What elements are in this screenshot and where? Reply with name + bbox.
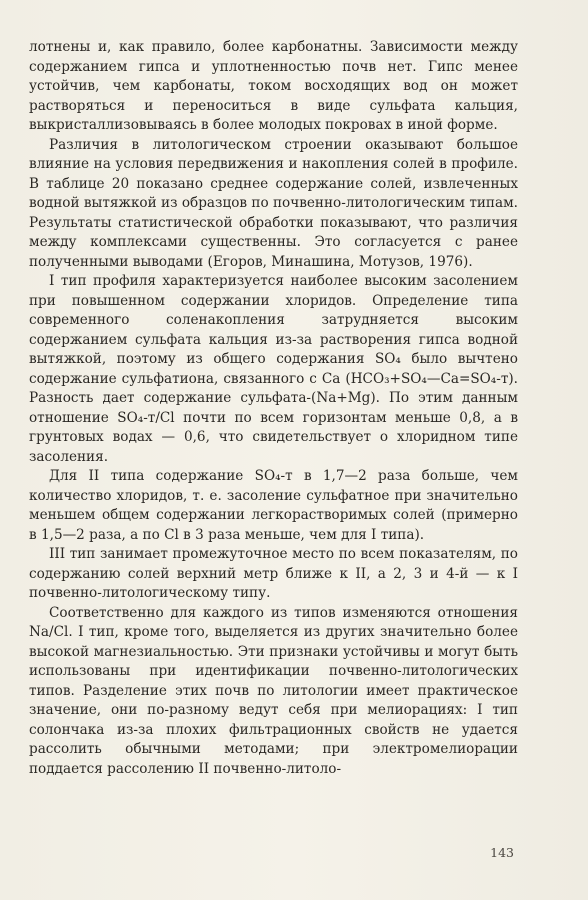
page-number: 143 [490, 845, 514, 860]
paragraph-4: Для II типа содержание SO₄-т в 1,7—2 раза больше, чем количество хлоридов, т. е. засоление сульфатное при значительно меньшем общем содержании легкорастворимых солей (примерно в 1,5—2 раза, а по Cl в 3 раза меньше, чем для I типа). [29, 468, 518, 543]
paragraph-5: III тип занимает промежуточное место по всем показателям, по содержанию солей верхний метр ближе к II, а 2, 3 и 4-й — к I почвенно-литологическому типу. [29, 546, 518, 601]
paragraph-2: Различия в литологическом строении оказывают большое влияние на условия передвижения и накопления солей в профиле. В таблице 20 показано среднее содержание солей, извлеченных водной вытяжкой из образцов по почвенно-литологическим типам. Результаты статистической обработки показывают, что различия между комплексами существенны. Это согласуется с ранее полученными выводами (Егоров, Минашина, Мотузов, 1976). [29, 136, 518, 270]
paragraph-3: I тип профиля характеризуется наиболее высоким засолением при повышенном содержании хлоридов. Определение типа современного соленакопления затрудняется высоким содержанием сульфата кальция из-за растворения гипса водной вытяжкой, поэтому из общего содержания SO₄ было вычтено содержание сульфатиона, связанного с Ca (HCO₃+SO₄—Ca=SO₄-т). Разность дает содержание сульфата-(Na+Mg). По этим данным отношение SO₄-т/Cl почти по всем горизонтам меньше 0,8, а в грунтовых водах — 0,6, что свидетельствует о хлоридном типе засоления. [29, 273, 518, 465]
paragraph-1: лотнены и, как правило, более карбонатны. Зависимости между содержанием гипса и уплотненностью почв нет. Гипс менее устойчив, чем карбонаты, током восходящих вод он может растворяться и переноситься в виде сульфата кальция, выкристаллизовываясь в более молодых покровах в иной форме. [29, 39, 518, 133]
paragraph-6: Соответственно для каждого из типов изменяются отношения Na/Cl. I тип, кроме того, выделяется из других значительно более высокой магнезиальностью. Эти признаки устойчивы и могут быть использованы при идентификации почвенно-литологических типов. Разделение этих почв по литологии имеет практическое значение, они по-разному ведут себя при мелиорациях: I тип солончака из-за плохих фильтрационных свойств не удается рассолить обычными методами; при электромелиорации поддается рассолению II почвенно-литоло- [29, 604, 518, 777]
